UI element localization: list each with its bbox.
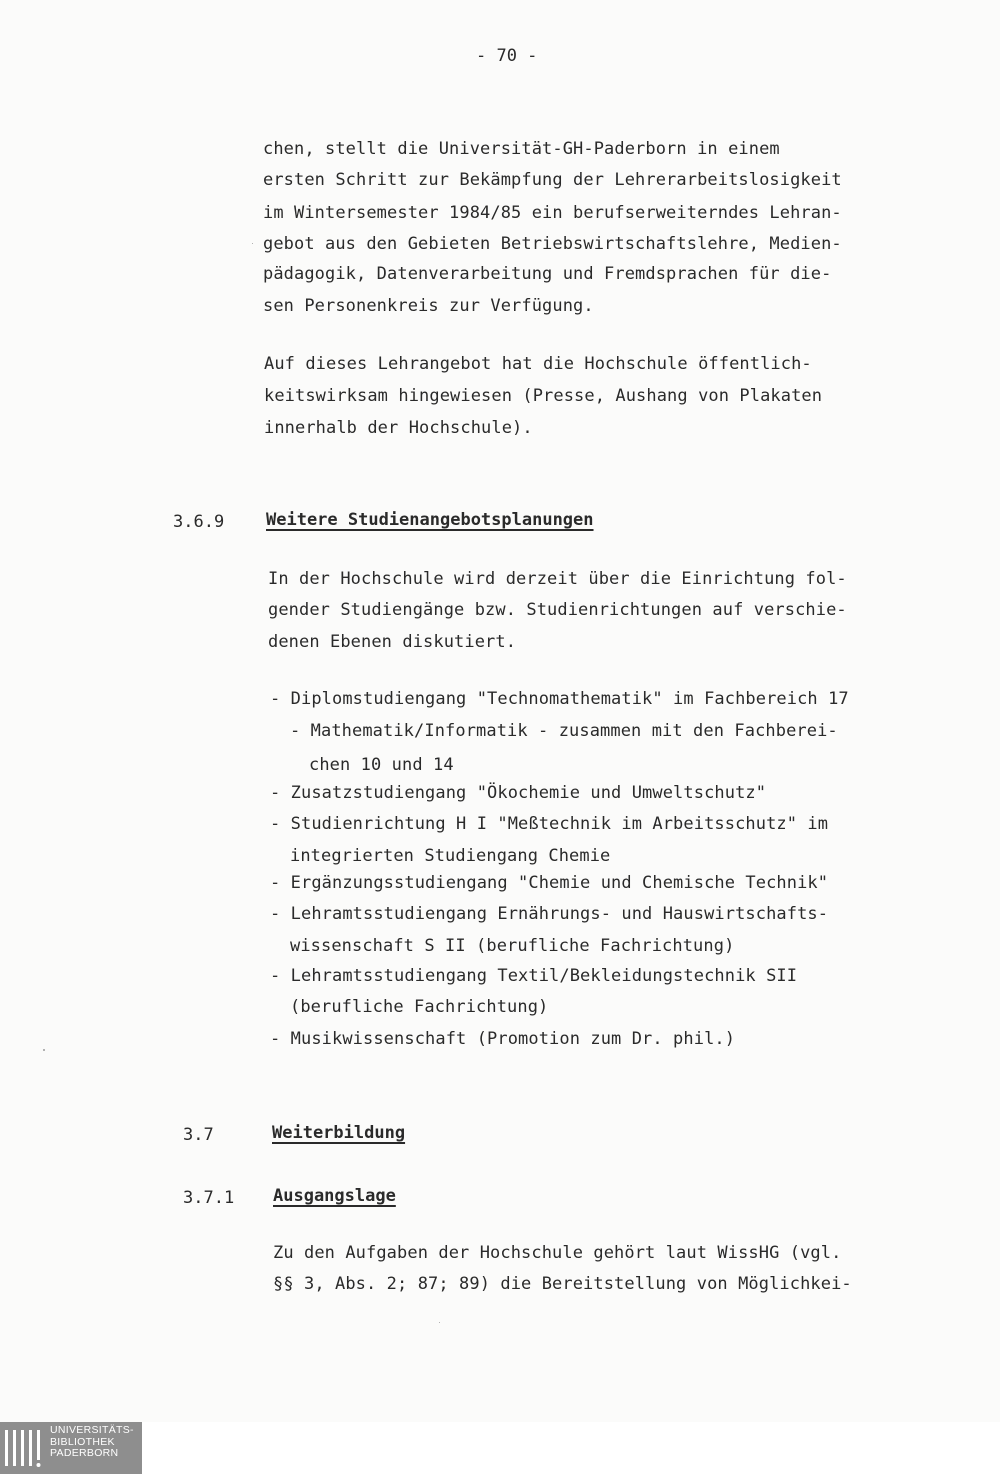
list-item: - Musikwissenschaft (Promotion zum Dr. phil.) [270,1029,736,1049]
section-heading: Ausgangslage [273,1186,396,1206]
list-item: - Ergänzungsstudiengang "Chemie und Chemische Technik" [270,873,829,893]
text-line: gebot aus den Gebieten Betriebswirtschaftslehre, Medien- [263,234,842,254]
list-item: integrierten Studiengang Chemie [290,846,611,866]
page-number: - 70 - [476,46,538,66]
section-heading: Weiterbildung [272,1123,406,1143]
text-line: denen Ebenen diskutiert. [268,632,517,652]
scan-speck [252,243,253,244]
section-heading: Weitere Studienangebotsplanungen [266,510,594,530]
library-logo-text [50,1425,134,1460]
text-line: innerhalb der Hochschule). [264,418,533,438]
section-number: 3.6.9 [173,512,225,532]
text-line: im Wintersemester 1984/85 ein berufserweiterndes Lehran- [263,203,842,223]
text-line: pädagogik, Datenverarbeitung und Fremdsprachen für die- [263,264,832,284]
logo-line: UNIVERSITÄTS- [50,1424,134,1436]
scan-speck [439,1322,440,1323]
list-item: - Lehramtsstudiengang Textil/Bekleidungstechnik SII [270,966,798,986]
list-item: wissenschaft S II (berufliche Fachrichtung) [290,936,735,956]
scan-speck [43,1049,45,1051]
list-item: - Zusatzstudiengang "Ökochemie und Umweltschutz" [270,783,767,803]
list-item: - Lehramtsstudiengang Ernährungs- und Hauswirtschafts- [270,904,829,924]
list-item: - Diplomstudiengang "Technomathematik" im Fachbereich 17 [270,689,849,709]
logo-line: PADERBORN [50,1447,119,1459]
text-line: keitswirksam hingewiesen (Presse, Aushang von Plakaten [264,386,823,406]
list-item: - Studienrichtung H I "Meßtechnik im Arbeitsschutz" im [270,814,829,834]
section-number: 3.7 [183,1125,214,1145]
list-item: chen 10 und 14 [309,755,454,775]
text-line: chen, stellt die Universität-GH-Paderborn in einem [263,139,780,159]
text-line: gender Studiengänge bzw. Studienrichtungen auf verschie- [268,600,847,620]
text-line: Auf dieses Lehrangebot hat die Hochschule öffentlich- [264,354,812,374]
logo-line: BIBLIOTHEK [50,1435,115,1448]
list-item: - Mathematik/Informatik - zusammen mit den Fachberei- [290,721,838,741]
text-line: Zu den Aufgaben der Hochschule gehört laut WissHG (vgl. [273,1243,842,1263]
text-line: ersten Schritt zur Bekämpfung der Lehrerarbeitslosigkeit [263,170,842,190]
text-line: §§ 3, Abs. 2; 87; 89) die Bereitstellung von Möglichkei- [273,1274,852,1294]
list-item: (berufliche Fachrichtung) [290,997,549,1017]
footer [0,1422,1000,1474]
text-line: In der Hochschule wird derzeit über die Einrichtung fol- [268,569,847,589]
library-logo-icon [4,1428,42,1468]
section-number: 3.7.1 [183,1188,235,1208]
library-logo [0,1422,142,1474]
text-line: sen Personenkreis zur Verfügung. [263,296,594,316]
